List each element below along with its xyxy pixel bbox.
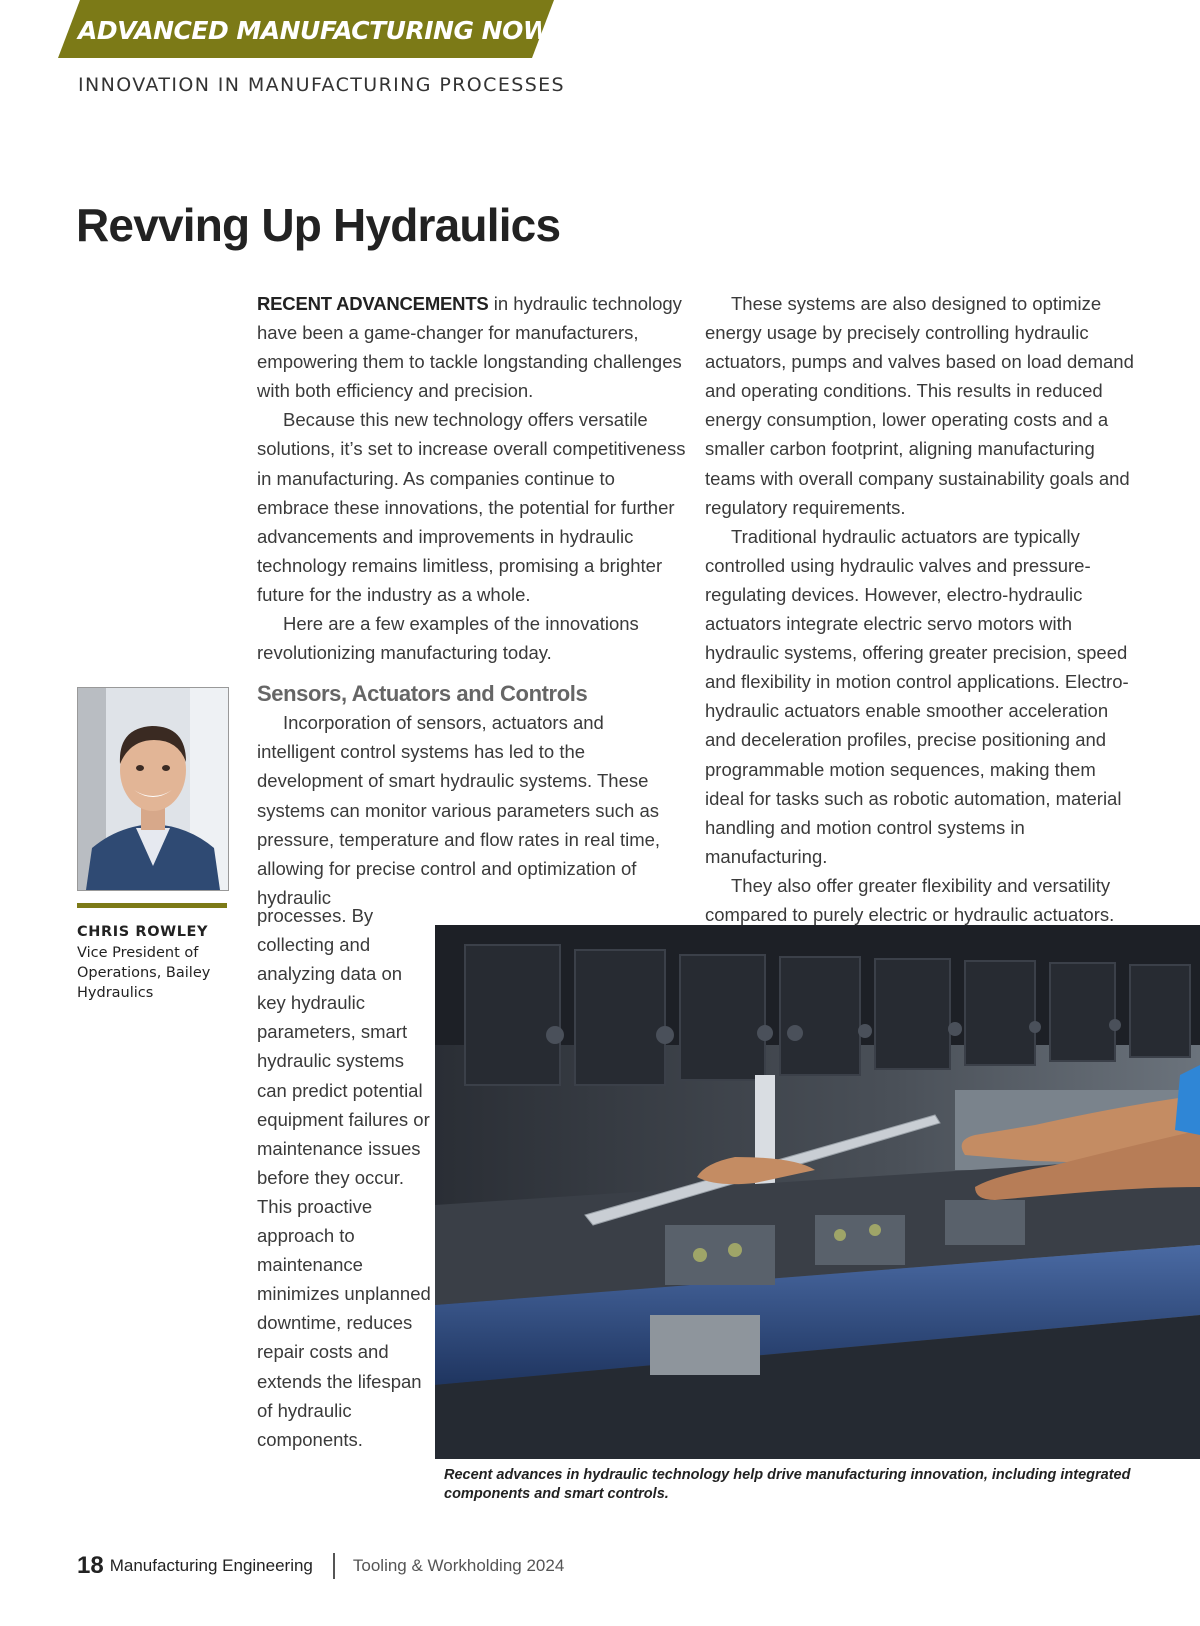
subheading: Sensors, Actuators and Controls bbox=[257, 681, 588, 707]
banner-title: ADVANCED MANUFACTURING NOW bbox=[78, 16, 550, 45]
article-column-1 bbox=[257, 289, 687, 912]
author-name: CHRIS ROWLEY bbox=[77, 924, 209, 940]
paragraph: They also offer greater flexibility and versatility compared to purely electric or hydraulic actuators. bbox=[705, 874, 1115, 925]
paragraph: Here are a few examples of the innovations revolutionizing manufacturing today. bbox=[257, 613, 639, 664]
article-column-continuation bbox=[257, 901, 432, 1454]
paragraph: processes. By collecting and analyzing data on key hydraulic parameters, smart hydraulic systems can predict potential equipment failures or maintenance issues before they occur. This proactive approach to maintenance minimizes unplanned downtime, reduces repair costs and extends the lifespan of hydraulic components. bbox=[257, 905, 431, 1450]
paragraph: These systems are also designed to optimize energy usage by precisely controlling hydraulic actuators, pumps and valves based on load demand and operating conditions. This results in reduced energy consumption, lower operating costs and a smaller carbon footprint, aligning manufacturing teams with overall company sustainability goals and regulatory requirements. bbox=[705, 293, 1134, 518]
page-footer bbox=[77, 1552, 564, 1580]
paragraph: Because this new technology offers versatile solutions, it’s set to increase overall competitiveness in manufacturing. As companies continue to embrace these innovations, the potential for further advancements and improvements in hydraulic technology remains limitless, promising a brighter future for the industry as a whole. bbox=[257, 409, 686, 605]
author-title: Vice President of Operations, Bailey Hydraulics bbox=[77, 945, 211, 1001]
paragraph bbox=[257, 289, 687, 405]
publication-name: Manufacturing Engineering bbox=[109, 1556, 313, 1575]
author-rule bbox=[77, 903, 227, 908]
paragraph-text: in hydraulic technology have been a game-changer for manufacturers, empowering them to tackle longstanding challenges with both efficiency and precision. bbox=[257, 293, 682, 402]
article-column-2 bbox=[705, 289, 1135, 929]
author-headshot bbox=[77, 687, 229, 891]
section-label: INNOVATION IN MANUFACTURING PROCESSES bbox=[78, 74, 566, 96]
footer-divider bbox=[333, 1553, 335, 1579]
page-number: 18 bbox=[77, 1552, 104, 1579]
paragraph: Incorporation of sensors, actuators and intelligent control systems has led to the development of smart hydraulic systems. These systems can monitor various parameters such as pressure, temperature and flow rates in real time, allowing for precise control and optimization of hydraulic bbox=[257, 712, 661, 908]
photo-caption: Recent advances in hydraulic technology help drive manufacturing innovation, including integrated components and smart controls. bbox=[444, 1467, 1131, 1502]
lead-in: RECENT ADVANCEMENTS bbox=[257, 293, 489, 314]
press-brake-photo bbox=[435, 925, 1200, 1459]
issue-name: Tooling & Workholding 2024 bbox=[352, 1556, 565, 1575]
article-title: Revving Up Hydraulics bbox=[76, 199, 561, 251]
paragraph: Traditional hydraulic actuators are typically controlled using hydraulic valves and pressure-regulating devices. However, electro-hydraulic actuators integrate electric servo motors with hydraulic systems, offering greater precision, speed and flexibility in motion control applications. Electro-hydraulic actuators enable smoother acceleration and deceleration profiles, precise positioning and programmable motion sequences, making them ideal for tasks such as robotic automation, material handling and motion control systems in manufacturing. bbox=[705, 525, 1129, 867]
